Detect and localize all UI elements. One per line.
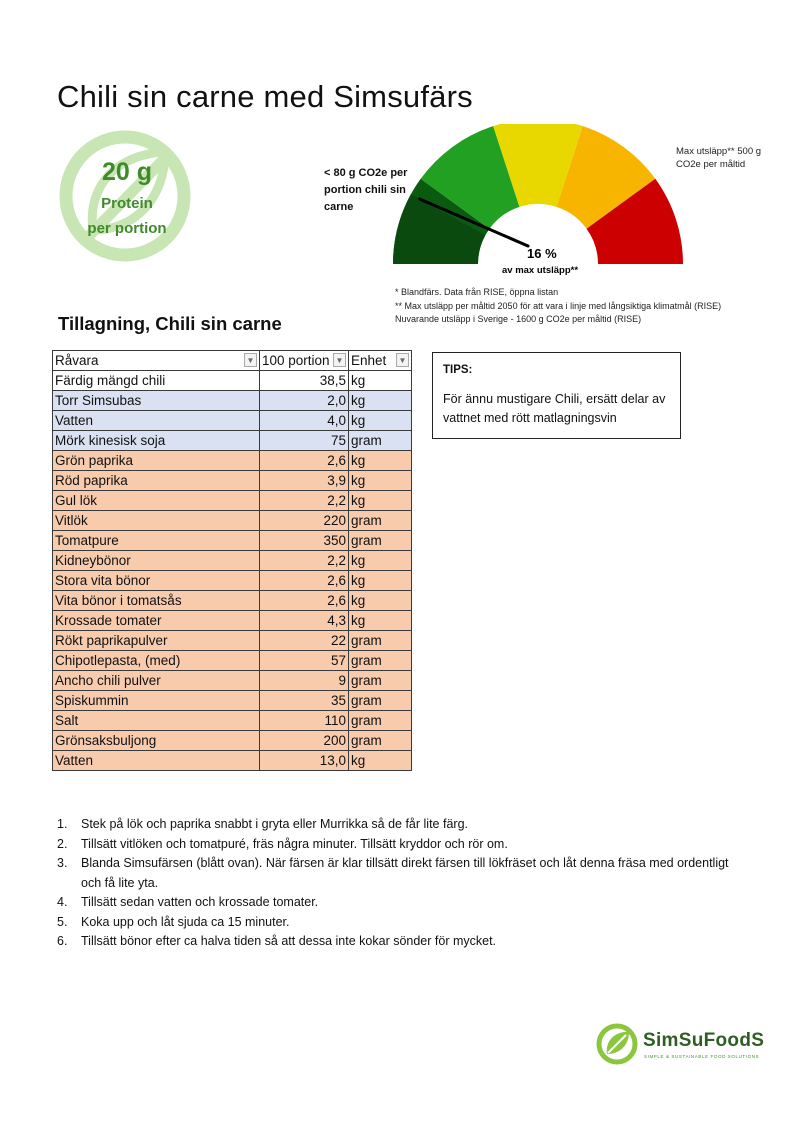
ingredient-name: Tomatpure (53, 531, 260, 551)
ingredient-name: Vitlök (53, 511, 260, 531)
instruction-steps (57, 815, 737, 952)
simsufoods-logo (596, 1022, 766, 1068)
ingredient-amount: 350 (260, 531, 349, 551)
ingredient-name: Chipotlepasta, (med) (53, 651, 260, 671)
step-text: Blanda Simsufärsen (blått ovan). När färsen är klar tillsätt direkt färsen till lökfräset och låt denna fräsa med ordentligt och få lite yta. (81, 856, 729, 890)
ingredient-amount: 75 (260, 431, 349, 451)
ingredient-unit: kg (349, 391, 412, 411)
step-number: 3. (57, 856, 68, 870)
ingredient-name: Ancho chili pulver (53, 671, 260, 691)
logo-wordmark: SimSuFoodS (643, 1030, 765, 1051)
ingredient-name: Torr Simsubas (53, 391, 260, 411)
header-enhet[interactable]: Enhet ▼ (349, 351, 412, 371)
table-row (53, 711, 412, 731)
table-row (53, 471, 412, 491)
step-item (57, 835, 737, 855)
ingredients-table (52, 350, 412, 771)
ingredient-unit: gram (349, 651, 412, 671)
ingredient-amount: 2,6 (260, 571, 349, 591)
tips-text: För ännu mustigare Chili, ersätt delar av vattnet med rött matlagningsvin (443, 392, 666, 425)
ingredient-amount: 3,9 (260, 471, 349, 491)
ingredient-unit: gram (349, 671, 412, 691)
header-ravara[interactable]: Råvara ▼ (53, 351, 260, 371)
ingredient-amount: 9 (260, 671, 349, 691)
ingredient-unit: kg (349, 751, 412, 771)
logo-tagline: SIMPLE & SUSTAINABLE FOOD SOLUTIONS (644, 1054, 760, 1059)
table-row (53, 611, 412, 631)
table-row (53, 511, 412, 531)
table-row (53, 451, 412, 471)
step-number: 4. (57, 895, 68, 909)
table-row (53, 631, 412, 651)
step-text: Koka upp och låt sjuda ca 15 minuter. (81, 914, 290, 929)
ingredient-unit: kg (349, 611, 412, 631)
table-row (53, 571, 412, 591)
ingredient-amount: 35 (260, 691, 349, 711)
ingredient-name: Färdig mängd chili (53, 371, 260, 391)
footnotes (395, 286, 785, 327)
step-item (57, 815, 737, 835)
ingredient-name: Kidneybönor (53, 551, 260, 571)
ingredient-name: Grön paprika (53, 451, 260, 471)
ingredient-unit: gram (349, 711, 412, 731)
ingredient-name: Vita bönor i tomatsås (53, 591, 260, 611)
ingredient-amount: 2,0 (260, 391, 349, 411)
protein-badge (57, 126, 192, 266)
ingredient-amount: 38,5 (260, 371, 349, 391)
ingredient-amount: 13,0 (260, 751, 349, 771)
step-text: Tillsätt bönor efter ca halva tiden så att dessa inte kokar sönder för mycket. (81, 934, 497, 948)
ingredient-unit: gram (349, 531, 412, 551)
step-item (57, 913, 737, 933)
step-item (57, 932, 737, 952)
step-text: Tillsätt vitlöken och tomatpuré, fräs några minuter. Tillsätt kryddor och rör om. (81, 836, 508, 851)
protein-amount: 20 g (101, 158, 153, 186)
protein-per-portion: per portion (87, 220, 167, 237)
tips-box (432, 352, 681, 439)
ingredient-unit: gram (349, 511, 412, 531)
step-text: Tillsätt sedan vatten och krossade tomater. (81, 895, 319, 909)
ingredient-amount: 4,3 (260, 611, 349, 631)
ingredient-name: Grönsaksbuljong (53, 731, 260, 751)
ingredient-name: Stora vita bönor (53, 571, 260, 591)
ingredient-name: Gul lök (53, 491, 260, 511)
section-title: Tillagning, Chili sin carne (58, 313, 282, 334)
ingredient-amount: 2,6 (260, 451, 349, 471)
table-row (53, 491, 412, 511)
page-title: Chili sin carne med Simsufärs (57, 78, 473, 114)
step-number: 6. (57, 934, 68, 948)
gauge-max-label: Max utsläpp** 500 g CO2e per måltid (676, 146, 762, 170)
ingredient-amount: 200 (260, 731, 349, 751)
leaf-logo-icon (596, 1022, 640, 1066)
ingredient-unit: gram (349, 431, 412, 451)
step-item (57, 854, 737, 893)
step-number: 1. (57, 817, 68, 831)
step-text: Stek på lök och paprika snabbt i gryta eller Murrikka så de får lite färg. (81, 817, 468, 831)
gauge-label: < 80 g CO2e per portion chili sin carne (324, 167, 408, 213)
table-row (53, 751, 412, 771)
filter-dropdown-icon[interactable]: ▼ (396, 353, 409, 367)
ingredient-unit: kg (349, 591, 412, 611)
table-row (53, 391, 412, 411)
ingredient-unit: gram (349, 731, 412, 751)
ingredient-amount: 110 (260, 711, 349, 731)
table-row (53, 411, 412, 431)
ingredient-amount: 220 (260, 511, 349, 531)
filter-dropdown-icon[interactable]: ▼ (333, 353, 346, 367)
step-number: 2. (57, 836, 68, 851)
table-row (53, 431, 412, 451)
ingredient-name: Salt (53, 711, 260, 731)
ingredient-unit: gram (349, 631, 412, 651)
step-number: 5. (57, 914, 68, 929)
ingredient-unit: kg (349, 411, 412, 431)
ingredient-name: Spiskummin (53, 691, 260, 711)
ingredient-unit: gram (349, 691, 412, 711)
table-row (53, 371, 412, 391)
ingredient-name: Krossade tomater (53, 611, 260, 631)
table-row (53, 551, 412, 571)
footnote: ** Max utsläpp per måltid 2050 för att vara i linje med långsiktiga klimatmål (RISE) (395, 300, 722, 311)
table-row (53, 591, 412, 611)
ingredient-name: Röd paprika (53, 471, 260, 491)
step-item (57, 893, 737, 913)
ingredient-name: Vatten (53, 751, 260, 771)
ingredient-unit: kg (349, 491, 412, 511)
table-row (53, 691, 412, 711)
tips-title: TIPS: (443, 364, 473, 376)
table-row (53, 531, 412, 551)
ingredient-amount: 4,0 (260, 411, 349, 431)
ingredient-unit: kg (349, 371, 412, 391)
ingredient-name: Rökt paprikapulver (53, 631, 260, 651)
ingredient-unit: kg (349, 451, 412, 471)
ingredient-amount: 2,6 (260, 591, 349, 611)
gauge-percent: 16 % (527, 246, 557, 261)
ingredient-unit: kg (349, 471, 412, 491)
table-row (53, 671, 412, 691)
table-row (53, 731, 412, 751)
ingredient-name: Mörk kinesisk soja (53, 431, 260, 451)
footnote: * Blandfärs. Data från RISE, öppna listan (395, 287, 559, 297)
filter-dropdown-icon[interactable]: ▼ (244, 353, 257, 367)
footnote: Nuvarande utsläpp i Sverige - 1600 g CO2e per måltid (RISE) (395, 314, 642, 324)
ingredient-amount: 2,2 (260, 491, 349, 511)
table-row (53, 651, 412, 671)
ingredient-unit: kg (349, 551, 412, 571)
ingredient-unit: kg (349, 571, 412, 591)
header-portion[interactable]: 100 portion ▼ (260, 351, 349, 371)
ingredient-amount: 2,2 (260, 551, 349, 571)
ingredient-amount: 57 (260, 651, 349, 671)
ingredient-name: Vatten (53, 411, 260, 431)
gauge-percent-sub: av max utsläpp** (502, 265, 579, 276)
ingredient-amount: 22 (260, 631, 349, 651)
protein-label: Protein (101, 195, 153, 212)
